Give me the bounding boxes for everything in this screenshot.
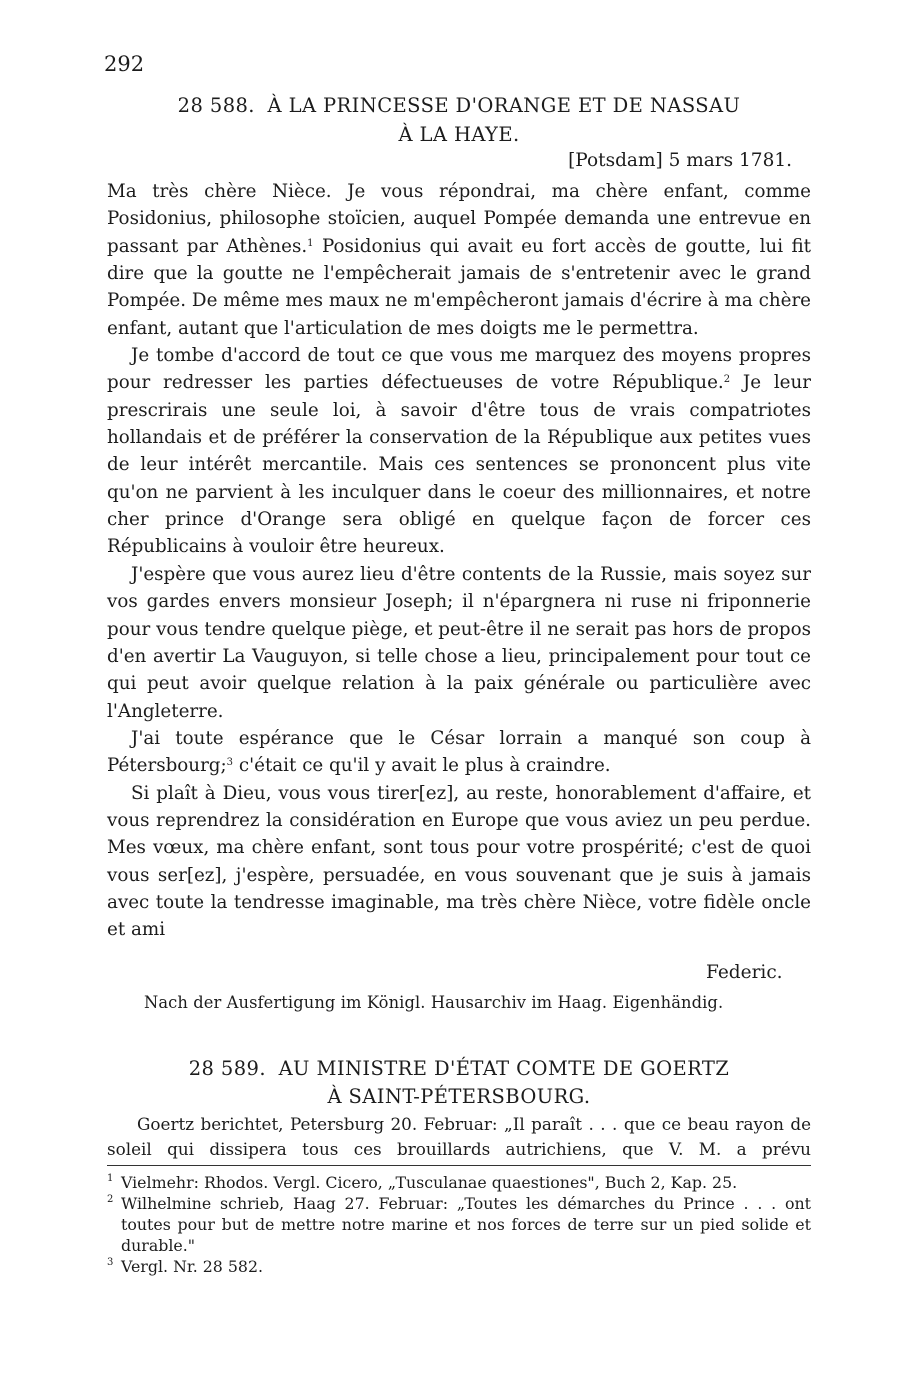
paragraph-1 [107,178,811,342]
footnote-mark: 1 [107,1173,114,1184]
letter-number: 28 588. [177,94,255,117]
letter-title-line2: À SAINT-PÉTERSBOURG. [327,1085,591,1108]
footnote-ref: 1 [307,237,314,249]
footnotes [107,1172,811,1277]
letter-title-line1: AU MINISTRE D'ÉTAT COMTE DE GOERTZ [278,1057,730,1080]
paragraph-text: Je tombe d'accord de tout ce que vous me marquez des moyens propres pour redresser les parties défectueuses de votre République. [107,345,811,394]
letter-body [107,178,811,944]
paragraph-text: Je leur prescrirais une seule loi, à savoir d'être tous de vrais compatriotes hollandais et de préférer la conservation de la République aux petites vues de leur intérêt mercantile. Mais ces sentences se prononcent plus vite qu'on ne parvient à les inculquer dans le coeur des millionnaires, et notre cher prince d'Orange sera obligé en quelque façon de forcer ces Républicains à vouloir être heureux. [107,372,812,558]
paragraph-text: c'était ce qu'il y avait le plus à craindre. [233,755,611,777]
footnote-text: Vielmehr: Rhodos. Vergl. Cicero, „Tusculanae quaestiones", Buch 2, Kap. 25. [121,1173,738,1192]
footnote-mark: 2 [107,1194,114,1205]
footnote-ref: 3 [226,757,234,769]
paragraph-5: Si plaît à Dieu, vous vous tirer[ez], au reste, honorablement d'affaire, et vous reprendrez la considération en Europe que vous aviez un peu perdue. Mes vœux, ma chère enfant, sont tous pour votre prospérité; c'est de quoi vous ser[ez], j'espère, persuadée, en vous souvenant que je suis à jamais avec toute la tendresse imaginable, ma très chère Nièce, votre fidèle oncle et ami [107,782,811,941]
footnote-text: Wilhelmine schrieb, Haag 27. Februar: „Toutes les démarches du Prince . . . ont toutes pour but de mettre notre marine et nos forces de terre sur un pied solide et durable." [121,1194,811,1255]
footnote-ref: 2 [723,374,731,386]
letter-heading-2 [106,1055,812,1082]
source-note: Nach der Ausfertigung im Königl. Hausarchiv im Haag. Eigenhändig. [144,993,724,1012]
letter-title-line1: À LA PRINCESSE D'ORANGE ET DE NASSAU [267,94,741,117]
paragraph-text: J'ai toute espérance que le César lorrain a manqué son coup à Pétersbourg; [107,727,811,777]
paragraph-text: Posidonius qui avait eu fort accès de goutte, lui fit dire que la goutte ne l'empêcherait jamais de s'entretenir avec le grand Pompée. De même mes maux ne m'empêcheront jamais d'écrire à ma chère enfant, autant que l'articulation de mes doigts me le permettra. [107,235,811,339]
paragraph-text: Ma très chère Nièce. Je vous répondrai, ma chère enfant, comme Posidonius, philosophe stoïcien, auquel Pompée demanda une entrevue en passant par Athènes. [107,181,811,257]
paragraph-2 [107,342,811,561]
footnote [107,1256,811,1277]
paragraph-3: J'espère que vous aurez lieu d'être contents de la Russie, mais soyez sur vos gardes envers monsieur Joseph; il n'épargnera ni ruse ni friponnerie pour vous tendre quelque piège, et peut-être il ne serait pas hors de propos d'en avertir La Vauguyon, si telle chose a lieu, principalement pour tout ce qui peut avoir quelque relation à la paix générale ou particulière avec l'Angleterre. [107,563,811,722]
summary-text: Goertz berichtet, Petersburg 20. Februar: „Il paraît . . . que ce beau rayon de soleil qui dissipera tous ces brouillards autrichiens, que V. M. a prévu [107,1114,811,1159]
footnote [107,1193,811,1256]
letter-summary [107,1112,811,1162]
letter-title-line2: À LA HAYE. [398,123,520,146]
paragraph-4 [107,725,811,780]
footnote-divider [107,1165,811,1166]
dateline: [Potsdam] 5 mars 1781. [568,150,792,171]
footnote [107,1172,811,1193]
letter-number: 28 589. [188,1057,266,1080]
letter-heading-1 [106,92,812,119]
signature: Federic. [706,962,783,983]
footnote-mark: 3 [107,1257,114,1268]
footnote-text: Vergl. Nr. 28 582. [121,1257,264,1276]
page-number: 292 [104,52,145,76]
